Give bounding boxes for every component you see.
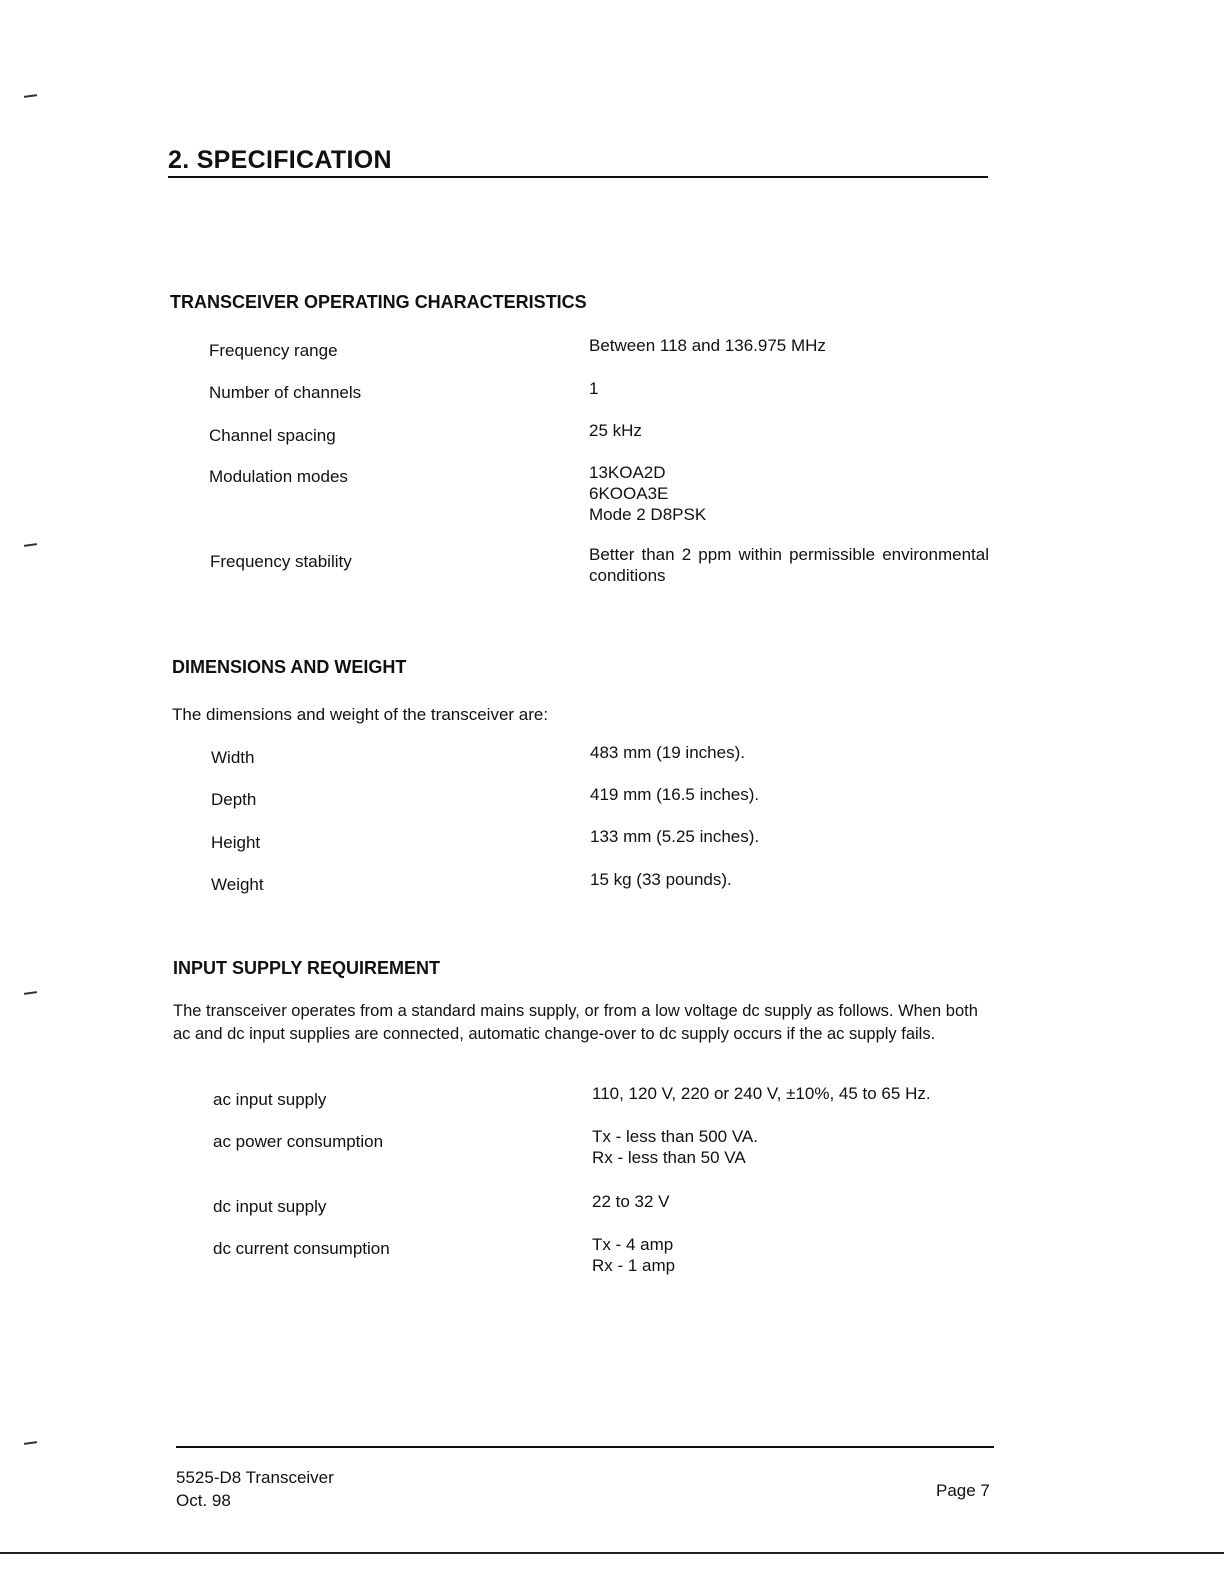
spec-label: Frequency range: [209, 341, 338, 360]
spec-label: Width: [211, 748, 255, 767]
spec-label: Height: [211, 833, 261, 852]
spec-value: 13KOA2D 6KOOA3E Mode 2 D8PSK: [589, 463, 707, 524]
margin-mark: [24, 1441, 37, 1445]
spec-label: dc current consumption: [213, 1239, 390, 1258]
spec-label: Number of channels: [209, 383, 362, 402]
section-intro: The transceiver operates from a standard mains supply, or from a low voltage dc supply as follows. When both ac and dc input supplies are connected, automatic change-over to dc supply occurs if the ac supply fails.: [173, 1002, 978, 1043]
margin-mark: [24, 991, 37, 995]
spec-label: Modulation modes: [209, 467, 348, 486]
spec-label: Channel spacing: [209, 426, 336, 445]
footer-product: 5525-D8 Transceiver: [176, 1468, 334, 1487]
footer-rule: [176, 1446, 994, 1448]
spec-value: 25 kHz: [589, 421, 642, 440]
spec-value: Between 118 and 136.975 MHz: [589, 336, 826, 355]
spec-value: Tx - 4 amp Rx - 1 amp: [592, 1235, 676, 1275]
page-edge-rule: [0, 1552, 1224, 1554]
spec-label: ac input supply: [213, 1090, 327, 1109]
spec-value: 22 to 32 V: [592, 1192, 670, 1211]
spec-label: dc input supply: [213, 1197, 327, 1216]
spec-label: Frequency stability: [210, 552, 352, 571]
spec-value: Better than 2 ppm within permissible environmental conditions: [589, 545, 989, 585]
spec-value: 15 kg (33 pounds).: [590, 870, 732, 889]
spec-value: 483 mm (19 inches).: [590, 743, 745, 762]
page-title: 2. SPECIFICATION: [168, 146, 392, 174]
spec-value: Tx - less than 500 VA. Rx - less than 50 VA: [592, 1127, 758, 1167]
margin-mark: [24, 543, 37, 547]
spec-value: 110, 120 V, 220 or 240 V, ±10%, 45 to 65 Hz.: [592, 1084, 931, 1103]
section-heading-transceiver: TRANSCEIVER OPERATING CHARACTERISTICS: [170, 292, 587, 312]
spec-value: 419 mm (16.5 inches).: [590, 785, 760, 804]
spec-value: 133 mm (5.25 inches).: [590, 827, 760, 846]
footer-page-number: Page 7: [936, 1481, 990, 1500]
footer-date: Oct. 98: [176, 1491, 231, 1510]
spec-label: ac power consumption: [213, 1132, 384, 1151]
title-underline: [168, 176, 988, 178]
section-intro: The dimensions and weight of the transceiver are:: [172, 705, 549, 724]
section-heading-supply: INPUT SUPPLY REQUIREMENT: [173, 958, 441, 978]
margin-mark: [24, 94, 37, 98]
spec-label: Depth: [211, 790, 257, 809]
section-heading-dimensions: DIMENSIONS AND WEIGHT: [172, 657, 407, 677]
spec-value: 1: [589, 379, 599, 398]
spec-label: Weight: [211, 875, 264, 894]
